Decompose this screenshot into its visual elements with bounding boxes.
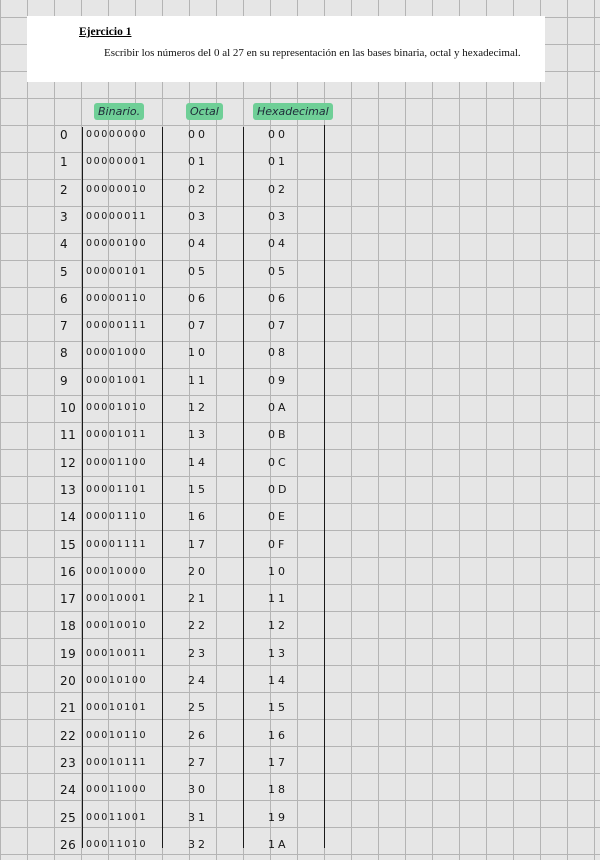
table-row — [0, 697, 600, 723]
header-hex: Hexadecimal — [253, 103, 333, 120]
binary-cell: 00011001 — [86, 811, 148, 823]
hex-cell: 19 — [268, 810, 288, 824]
decimal-cell: 12 — [60, 455, 77, 470]
exercise-title: Ejercicio 1 — [79, 26, 132, 38]
binary-cell: 00000001 — [86, 156, 148, 168]
octal-cell: 27 — [188, 755, 208, 769]
table-row — [0, 534, 600, 560]
hex-cell: 0F — [268, 537, 288, 551]
decimal-cell: 15 — [60, 537, 77, 552]
binary-cell: 00010111 — [86, 756, 148, 768]
hex-cell: 15 — [268, 701, 288, 715]
decimal-cell: 22 — [60, 728, 77, 743]
decimal-cell: 10 — [60, 401, 77, 415]
binary-cell: 00010001 — [86, 593, 148, 605]
decimal-cell: 7 — [60, 319, 69, 334]
decimal-cell: 24 — [60, 783, 77, 798]
exercise-statement: Escribir los números del 0 al 27 en su representación en las bases binaria, octal y hexadecimal. — [104, 47, 521, 59]
table-row — [0, 397, 600, 423]
binary-cell: 00010011 — [86, 647, 148, 659]
header-octal: Octal — [186, 103, 223, 120]
table-row — [0, 479, 600, 505]
table-row — [0, 725, 600, 751]
octal-cell: 03 — [188, 209, 208, 223]
octal-cell: 22 — [188, 619, 208, 633]
binary-cell: 00001111 — [86, 538, 148, 550]
binary-cell: 00011000 — [86, 784, 148, 796]
decimal-cell: 9 — [60, 373, 69, 388]
octal-cell: 12 — [188, 401, 208, 414]
binary-cell: 00010000 — [86, 565, 148, 577]
table-row — [0, 370, 600, 396]
octal-cell: 15 — [188, 482, 208, 496]
table-row — [0, 288, 600, 314]
table-row — [0, 315, 600, 341]
decimal-cell: 8 — [60, 346, 69, 361]
decimal-cell: 19 — [60, 646, 77, 661]
octal-cell: 07 — [188, 319, 208, 333]
table-row — [0, 124, 600, 150]
binary-cell: 00000111 — [86, 320, 148, 332]
octal-cell: 23 — [188, 646, 208, 660]
hex-cell: 04 — [268, 237, 288, 251]
hex-cell: 0C — [268, 455, 289, 469]
binary-cell: 00010101 — [86, 702, 148, 714]
table-row — [0, 752, 600, 778]
octal-cell: 00 — [188, 128, 208, 141]
decimal-cell: 14 — [60, 510, 77, 525]
table-row — [0, 561, 600, 587]
octal-cell: 24 — [188, 674, 208, 687]
decimal-cell: 23 — [60, 755, 77, 770]
decimal-cell: 20 — [60, 674, 77, 688]
binary-cell: 00000110 — [86, 292, 148, 304]
octal-cell: 20 — [188, 564, 208, 578]
table-row — [0, 670, 600, 696]
hex-cell: 0B — [268, 428, 289, 442]
binary-cell: 00001000 — [86, 347, 148, 359]
decimal-cell: 13 — [60, 482, 77, 497]
octal-cell: 13 — [188, 428, 208, 442]
binary-cell: 00000010 — [86, 183, 148, 195]
octal-cell: 32 — [188, 837, 208, 851]
decimal-cell: 11 — [60, 428, 77, 443]
header-binary: Binario. — [94, 103, 144, 120]
hex-cell: 13 — [268, 646, 288, 660]
table-row — [0, 233, 600, 259]
binary-cell: 00010010 — [86, 620, 148, 632]
binary-cell: 00011010 — [86, 838, 148, 850]
octal-cell: 02 — [188, 182, 208, 196]
table-row — [0, 615, 600, 641]
binary-cell: 00000100 — [86, 238, 148, 250]
octal-cell: 06 — [188, 291, 208, 305]
decimal-cell: 0 — [60, 128, 69, 142]
hex-cell: 10 — [268, 564, 288, 578]
table-row — [0, 424, 600, 450]
hex-cell: 18 — [268, 783, 288, 797]
octal-cell: 11 — [188, 373, 208, 387]
hex-cell: 14 — [268, 674, 288, 687]
octal-cell: 30 — [188, 783, 208, 797]
binary-cell: 00001011 — [86, 429, 148, 441]
hex-cell: 16 — [268, 728, 288, 742]
hex-cell: 01 — [268, 155, 288, 169]
octal-cell: 01 — [188, 155, 208, 169]
hex-cell: 12 — [268, 619, 288, 633]
table-row — [0, 643, 600, 669]
decimal-cell: 1 — [60, 155, 69, 170]
decimal-cell: 3 — [60, 209, 69, 224]
hex-cell: 09 — [268, 373, 288, 387]
decimal-cell: 26 — [60, 837, 77, 852]
decimal-cell: 16 — [60, 564, 77, 579]
decimal-cell: 25 — [60, 810, 77, 825]
octal-cell: 21 — [188, 592, 208, 606]
binary-cell: 00001101 — [86, 483, 148, 495]
octal-cell: 16 — [188, 510, 208, 524]
decimal-cell: 6 — [60, 291, 69, 306]
binary-cell: 00001010 — [86, 402, 148, 413]
hex-cell: 1A — [268, 837, 289, 851]
decimal-cell: 18 — [60, 619, 77, 634]
hex-cell: 0A — [268, 401, 289, 414]
table-row — [0, 206, 600, 232]
binary-cell: 00010110 — [86, 729, 148, 741]
table-row — [0, 452, 600, 478]
table-row — [0, 588, 600, 614]
octal-cell: 05 — [188, 264, 208, 278]
hex-cell: 00 — [268, 128, 288, 141]
hex-cell: 07 — [268, 319, 288, 333]
table-row — [0, 179, 600, 205]
decimal-cell: 5 — [60, 264, 69, 279]
table-row — [0, 342, 600, 368]
binary-cell: 00001100 — [86, 456, 148, 468]
octal-cell: 26 — [188, 728, 208, 742]
octal-cell: 10 — [188, 346, 208, 360]
hex-cell: 0D — [268, 482, 290, 496]
decimal-cell: 4 — [60, 237, 69, 252]
binary-cell: 00001110 — [86, 511, 148, 523]
binary-cell: 00001001 — [86, 374, 148, 386]
octal-cell: 14 — [188, 455, 208, 469]
table-row — [0, 779, 600, 805]
table-row — [0, 151, 600, 177]
binary-cell: 00000000 — [86, 129, 148, 140]
table-row — [0, 807, 600, 833]
table-row — [0, 506, 600, 532]
octal-cell: 25 — [188, 701, 208, 715]
decimal-cell: 21 — [60, 701, 77, 716]
hex-cell: 03 — [268, 209, 288, 223]
binary-cell: 00000011 — [86, 210, 148, 222]
hex-cell: 11 — [268, 592, 288, 606]
binary-cell: 00000101 — [86, 265, 148, 277]
hex-cell: 08 — [268, 346, 288, 360]
hex-cell: 0E — [268, 510, 288, 524]
hex-cell: 06 — [268, 291, 288, 305]
table-row — [0, 834, 600, 860]
hex-cell: 17 — [268, 755, 288, 769]
hex-cell: 05 — [268, 264, 288, 278]
octal-cell: 04 — [188, 237, 208, 251]
table-row — [0, 261, 600, 287]
hex-cell: 02 — [268, 182, 288, 196]
decimal-cell: 2 — [60, 182, 69, 197]
octal-cell: 31 — [188, 810, 208, 824]
binary-cell: 00010100 — [86, 675, 148, 686]
octal-cell: 17 — [188, 537, 208, 551]
decimal-cell: 17 — [60, 592, 77, 607]
